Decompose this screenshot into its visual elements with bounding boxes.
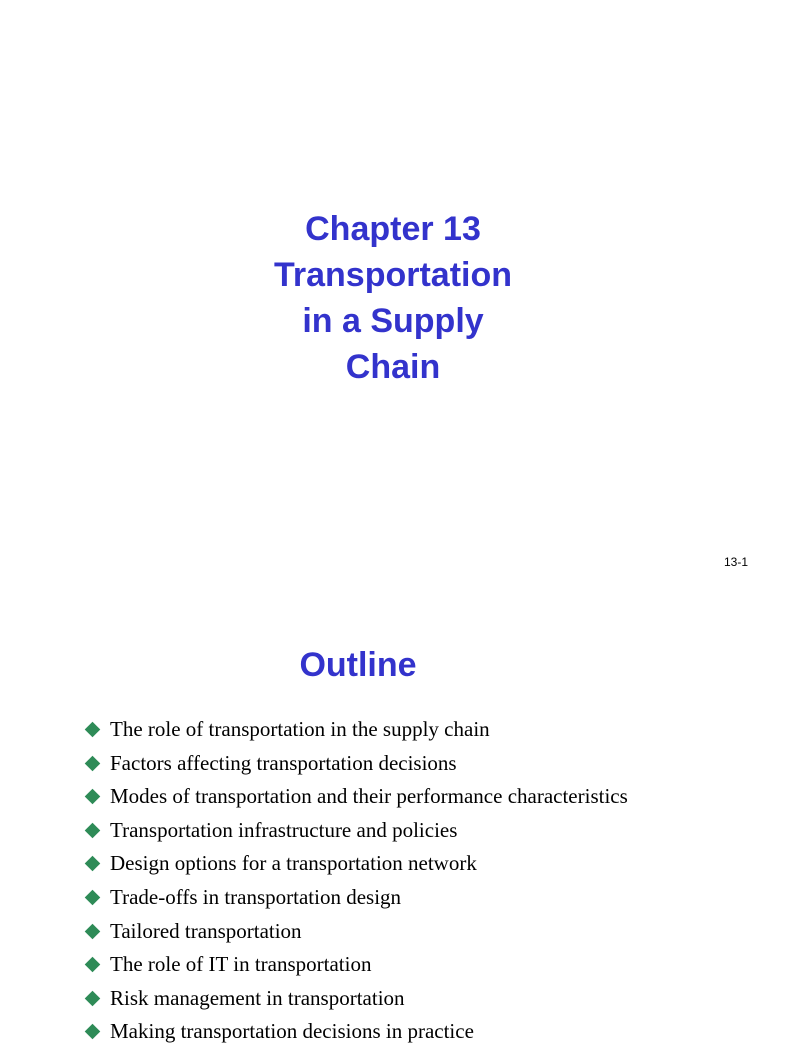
- outline-bullet-item: [86, 847, 628, 881]
- outline-bullet-text: Modes of transportation and their performance characteristics: [110, 784, 628, 809]
- outline-bullet-text: Tailored transportation: [110, 918, 302, 943]
- outline-bullet-item: [86, 982, 628, 1016]
- diamond-bullet-icon: [85, 755, 101, 771]
- outline-slide: [0, 580, 768, 1044]
- outline-title: Outline: [299, 646, 417, 684]
- outline-bullet-item: [86, 881, 628, 915]
- outline-bullet-text: Factors affecting transportation decisions: [110, 750, 457, 775]
- outline-bullet-text: Risk management in transportation: [110, 985, 405, 1010]
- outline-bullet-text: Transportation infrastructure and policies: [110, 817, 458, 842]
- outline-bullet-item: [86, 713, 628, 747]
- chapter-title-line: Chapter 13: [305, 210, 481, 248]
- chapter-title: [0, 206, 786, 390]
- outline-bullet-item: [86, 915, 628, 949]
- chapter-title-line: Transportation: [273, 256, 513, 294]
- outline-bullet-item: [86, 747, 628, 781]
- chapter-title-line: Chain: [345, 348, 441, 386]
- diamond-bullet-icon: [85, 856, 101, 872]
- diamond-bullet-icon: [85, 990, 101, 1006]
- diamond-bullet-icon: [85, 1024, 101, 1040]
- outline-bullet-item: [86, 780, 628, 814]
- outline-bullet-list: [86, 713, 628, 1049]
- outline-bullet-text: The role of IT in transportation: [110, 952, 372, 977]
- outline-bullet-text: Making transportation decisions in practice: [110, 1019, 474, 1044]
- outline-bullet-text: The role of transportation in the supply chain: [110, 717, 490, 741]
- diamond-bullet-icon: [85, 890, 101, 906]
- diamond-bullet-icon: [85, 722, 101, 738]
- outline-bullet-text: Trade-offs in transportation design: [110, 884, 402, 909]
- outline-bullet-item: [86, 814, 628, 848]
- outline-bullet-text: Design options for a transportation network: [110, 851, 477, 876]
- diamond-bullet-icon: [85, 957, 101, 973]
- outline-bullet-item: [86, 1015, 628, 1049]
- diamond-bullet-icon: [85, 923, 101, 939]
- chapter-title-line: in a Supply: [302, 302, 484, 340]
- outline-bullet-item: [86, 948, 628, 982]
- diamond-bullet-icon: [85, 789, 101, 805]
- diamond-bullet-icon: [85, 823, 101, 839]
- slide-number: 13-1: [724, 555, 749, 569]
